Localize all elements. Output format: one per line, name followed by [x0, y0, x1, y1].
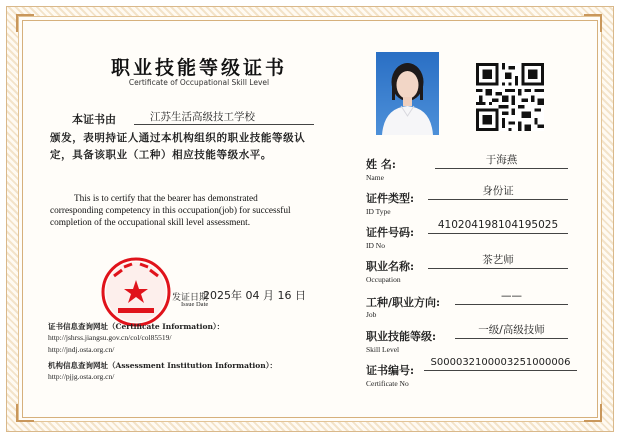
certificate-no-label: 证书编号: — [366, 364, 415, 377]
issue-date-value: 2025年 04 月 16 日 — [203, 289, 306, 302]
corner-ornament — [584, 404, 602, 422]
cert-query-url[interactable]: http://jndj.osta.org.cn/ — [48, 345, 115, 354]
name-label: 姓 名: — [366, 158, 396, 171]
certificate-title-en: Certificate of Occupational Skill Level — [128, 78, 270, 87]
job-label-en: Job — [366, 310, 377, 319]
id-type-value: 身份证 — [428, 184, 568, 200]
qr-code-icon — [476, 63, 544, 131]
holder-photo — [376, 52, 439, 135]
issue-date-label: 发证日期 — [172, 293, 209, 303]
skill-level-label: 职业技能等级: — [366, 330, 437, 343]
skill-level-value: 一级/高级技师 — [455, 323, 568, 339]
certificate-title: 职业技能等级证书 — [110, 57, 287, 79]
corner-ornament — [584, 14, 602, 32]
institution-query-url[interactable]: http://pjjg.osta.org.cn/ — [48, 372, 115, 381]
occupation-label: 职业名称: — [366, 260, 415, 273]
occupation-value: 茶艺师 — [428, 253, 568, 269]
job-label: 工种/职业方向: — [366, 296, 441, 309]
certificate-no-label-en: Certificate No — [366, 379, 409, 388]
cert-query-label: 证书信息查询网址（Certificate Information）： — [48, 322, 225, 331]
statement-cn: 颁发，表明持证人通过本机构组织的职业技能等级认定，具备该职业（工种）相应技能等级水平。 — [50, 132, 306, 161]
cert-query-url[interactable]: http://jshrss.jiangsu.gov.cn/col/col85519/ — [48, 333, 172, 342]
id-no-label: 证件号码: — [366, 226, 415, 239]
corner-ornament — [16, 404, 34, 422]
id-no-value: 410204198104195025 — [428, 218, 568, 234]
corner-ornament — [16, 14, 34, 32]
skill-level-label-en: Skill Level — [366, 345, 400, 354]
occupation-label-en: Occupation — [366, 275, 401, 284]
issue-date-label-en: Issue Date — [181, 301, 209, 308]
id-type-label-en: ID Type — [366, 207, 391, 216]
name-value: 于海燕 — [435, 153, 568, 169]
official-seal-icon — [100, 256, 172, 328]
id-type-label: 证件类型: — [366, 192, 415, 205]
statement-en: This is to certify that the bearer has demonstrated corresponding competency in this occupation(job) for successful completion of the occupational skill level assessment. — [50, 194, 291, 228]
id-no-label-en: ID No — [366, 241, 385, 250]
job-value: —— — [455, 289, 568, 305]
issuer-label: 本证书由 — [72, 113, 116, 126]
institution-query-label: 机构信息查询网址（Assessment Institution Information）： — [48, 361, 277, 370]
name-label-en: Name — [366, 173, 384, 182]
certificate-no-value: S000032100003251000006 — [424, 355, 577, 371]
issuer-name: 江苏生活高级技工学校 — [134, 109, 314, 125]
